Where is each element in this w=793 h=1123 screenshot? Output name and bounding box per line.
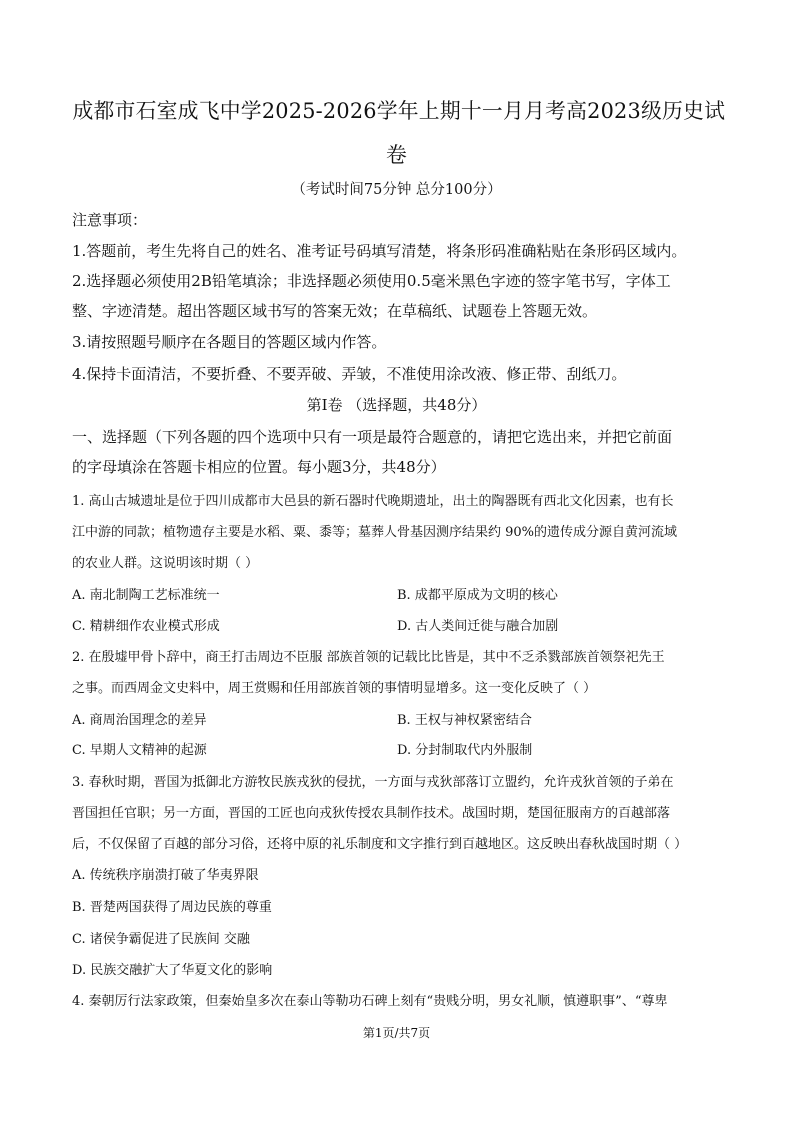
page-number: 第1页/共7页 <box>362 1026 431 1040</box>
q3-stem-line-2: 晋国担任官职；另一方面，晋国的工匠也向戎狄传授农具制作技术。战国时期，楚国征服南方的百越部落 <box>72 806 671 821</box>
q3-stem-line-1: 3. 春秋时期，晋国为抵御北方游牧民族戎狄的侵扰，一方面与戎狄部落订立盟约，允许戎狄首领的子弟在 <box>72 775 674 790</box>
note-item-1: 1.答题前，考生先将自己的姓名、准考证号码填写清楚，将条形码准确粘贴在条形码区域内。 <box>72 242 687 260</box>
section-intro-line-1: 一、选择题（下列各题的四个选项中只有一项是最符合题意的，请把它选出来，并把它前面 <box>72 428 673 446</box>
section-heading: 第Ⅰ卷 （选择题，共48分） <box>306 396 487 414</box>
q3-option-b: B. 晋楚两国获得了周边民族的尊重 <box>72 900 272 915</box>
q3-option-c: C. 诸侯争霸促进了民族间 交融 <box>72 932 250 947</box>
note-item-3: 3.请按照题号顺序在各题目的答题区域内作答。 <box>72 333 387 351</box>
section-intro-line-2: 的字母填涂在答题卡相应的位置。每小题3分，共48分） <box>72 458 446 476</box>
q1-option-a: A. 南北制陶工艺标准统一 <box>72 588 220 603</box>
q2-stem-line-1: 2. 在殷墟甲骨卜辞中，商王打击周边不臣服 部族首领的记载比比皆是，其中不乏杀戮部族首领祭祀先王 <box>72 650 665 665</box>
q3-option-a: A. 传统秩序崩溃打破了华夷界限 <box>72 868 259 883</box>
note-item-2: 2.选择题必须使用2B铅笔填涂；非选择题必须使用0.5毫米黑色字迹的签字笔书写，字体工 <box>72 272 671 290</box>
exam-time-score: （考试时间75分钟 总分100分） <box>291 182 502 198</box>
q3-stem-line-3: 后，不仅保留了百越的部分习俗，还将中原的礼乐制度和文字推行到百越地区。这反映出春秋战国时期（ ） <box>72 837 688 852</box>
q2-option-b: B. 王权与神权紧密结合 <box>397 713 532 728</box>
q3-option-d: D. 民族交融扩大了华夏文化的影响 <box>72 963 273 978</box>
q1-option-c: C. 精耕细作农业模式形成 <box>72 619 220 634</box>
q2-option-c: C. 早期人文精神的起源 <box>72 743 207 758</box>
q2-option-a: A. 商周治国理念的差异 <box>72 713 207 728</box>
q4-stem-line-1: 4. 秦朝厉行法家政策，但秦始皇多次在泰山等勒功石碑上刻有“贵贱分明，男女礼顺，慎遵职事”、“尊卑 <box>72 994 668 1009</box>
q1-stem-line-2: 江中游的同款；植物遗存主要是水稻、粟、黍等；墓葬人骨基因测序结果约 90%的遗传成分源自黄河流域 <box>72 525 678 540</box>
q1-option-b: B. 成都平原成为文明的核心 <box>397 588 558 603</box>
q2-option-d: D. 分封制取代内外服制 <box>397 743 533 758</box>
q1-stem-line-1: 1. 高山古城遗址是位于四川成都市大邑县的新石器时代晚期遗址，出土的陶器既有西北文化因素，也有长 <box>72 494 674 509</box>
notes-heading: 注意事项： <box>72 211 148 229</box>
exam-title-line-1: 成都市石室成飞中学2025-2026学年上期十一月月考高2023级历史试 <box>72 99 726 123</box>
exam-title-line-2: 卷 <box>385 143 408 167</box>
note-item-2-cont: 整、字迹清楚。超出答题区域书写的答案无效；在草稿纸、试题卷上答题无效。 <box>72 302 598 320</box>
note-item-4: 4.保持卡面清洁，不要折叠、不要弄破、弄皱，不准使用涂改液、修正带、刮纸刀。 <box>72 365 627 383</box>
q1-stem-line-3: 的农业人群。这说明该时期（ ） <box>72 556 259 571</box>
q2-stem-line-2: 之事。而西周金文史料中，周王赏赐和任用部族首领的事情明显增多。这一变化反映了（ ） <box>72 681 597 696</box>
q1-option-d: D. 古人类间迁徙与融合加剧 <box>397 619 559 634</box>
